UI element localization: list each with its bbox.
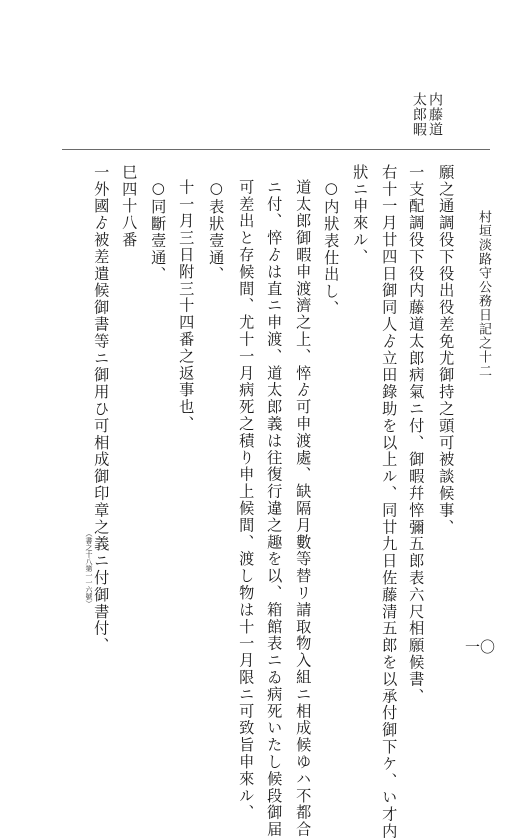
text-line: 可差出と存候間、尤十一月病死之積り申上候間、渡し物は十一月限ニ可致旨申來ル、: [237, 179, 256, 822]
text-line: 一支配調役下役内藤道太郎病氣ニ付、御暇幷悴彌五郎表六尺相願候書、: [407, 164, 426, 705]
running-title: 村垣淡路守公務日記之十二: [476, 210, 491, 378]
text-line: 十一月三日附三十四番之返事也、: [177, 179, 196, 433]
text-line: ○同斷壹通、: [149, 179, 168, 284]
text-line: ニ付、悴ゟは直ニ申渡、道太郎義は往復行違之趣を以、箱館表ニゐ病死いたし候段御届: [265, 179, 284, 839]
text-line: 右十一月廿四日御同人ゟ立田錄助を以上ル、同廿九日佐藤清五郎を以承付御下ケ、い才内: [380, 164, 399, 840]
text-line: 道太郎御暇申渡濟之上、悴ゟ可申渡處、缺隔月數等替リ請取物入組ニ相成候ゆハ不都合: [294, 179, 313, 839]
text-line: ○表狀壹通、: [207, 179, 226, 284]
text-line: 願之通調役下役出役差免尤御持之頭可被談候事、: [437, 164, 456, 536]
text-line: 一外國ゟ被差遣候御書等ニ御用ひ可相成御印章之義ニ付御書付、: [92, 164, 111, 655]
text-line: 巳四十八番: [120, 164, 139, 249]
page-number: 一〇: [465, 638, 496, 656]
text-line: 狀ニ申來ル、: [351, 164, 370, 266]
side-note: 内藤道太郎暇: [410, 92, 443, 137]
header-rule: [62, 149, 490, 150]
inline-note: （書之十八第一一六號）: [85, 530, 93, 607]
text-line: ○内狀表仕出し、: [322, 179, 341, 317]
